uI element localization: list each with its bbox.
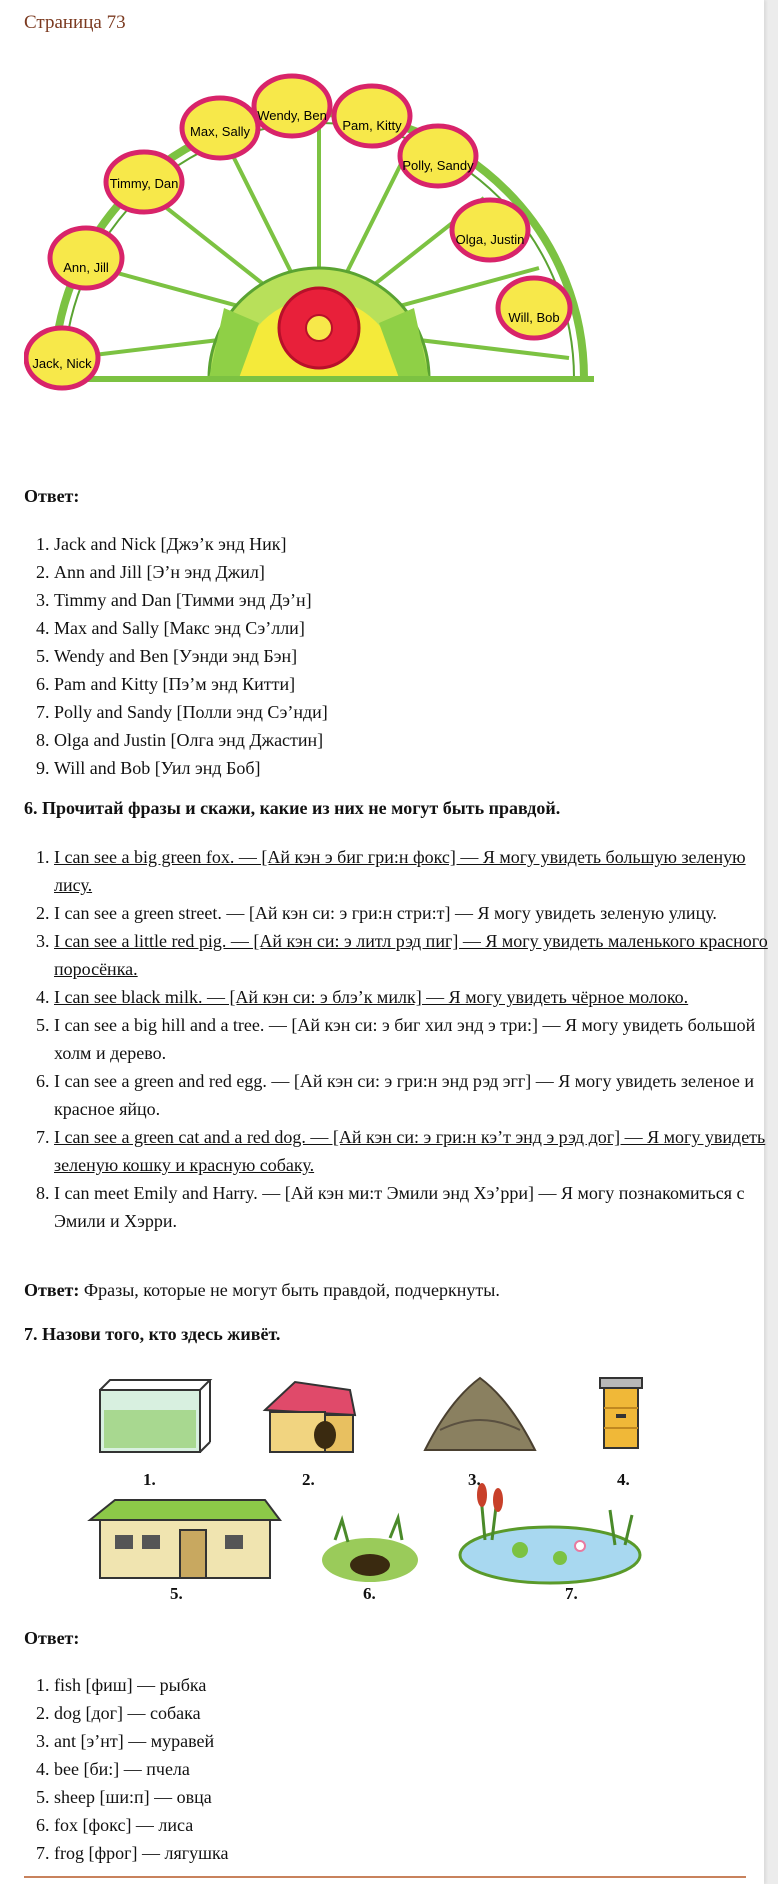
list-item: 6. I can see a green and red egg. — [Ай кэн си: э гри:н энд рэд эгг] — Я могу увидеть зеленое и красное яйцо. [54,1067,774,1123]
answer-animals-list [24,1671,754,1867]
list-item: 2. Ann and Jill [Э’н энд Джил] [54,558,754,586]
kennel-picture [265,1382,355,1452]
svg-text:Polly, Sandy: Polly, Sandy [402,158,474,173]
list-item: 4. Max and Sally [Макс энд Сэ’лли] [54,614,754,642]
list-item: 3. Timmy and Dan [Тимми энд Дэ’н] [54,586,754,614]
cabin-jack-nick [26,328,98,388]
task7-heading: 7. Назови того, кто здесь живёт. [24,1324,281,1344]
answer-names-list [24,530,754,782]
list-item: 1. fish [фиш] — рыбка [54,1671,754,1699]
cabin-olga-justin [452,200,528,260]
list-item: 4. I can see black milk. — [Ай кэн си: э блэ’к милк] — Я могу увидеть чёрное молоко. [54,983,774,1011]
list-item: 2. dog [дог] — собака [54,1699,754,1727]
svg-text:Jack, Nick: Jack, Nick [32,356,92,371]
barn-picture [90,1500,280,1578]
cabin-wendy-ben [254,76,330,136]
list-item: 2. I can see a green street. — [Ай кэн си: э гри:н стри:т] — Я могу увидеть зеленую улицу. [54,899,774,927]
caption-1: 1. [143,1470,156,1489]
list-item: 4. bee [би:] — пчела [54,1755,754,1783]
answer-text: Фразы, которые не могут быть правдой, подчеркнуты. [79,1280,500,1300]
page-label: Страница 73 [24,12,126,33]
answer-heading: Ответ: [24,1628,80,1648]
habitats-illustration [80,1370,690,1600]
cabin-ann-jill [50,228,122,288]
caption-5: 5. [170,1584,183,1603]
anthill-picture [425,1378,535,1450]
list-item: 6. fox [фокс] — лиса [54,1811,754,1839]
cabin-pam-kitty [334,86,410,146]
list-item: 8. Olga and Justin [Олга энд Джастин] [54,726,754,754]
task6-phrases-list [24,843,774,1235]
list-item: 5. Wendy and Ben [Уэнди энд Бэн] [54,642,754,670]
list-item: 3. I can see a little red pig. — [Ай кэн си: э литл рэд пиг] — Я могу увидеть маленького красного поросёнка. [54,927,774,983]
task6-heading: 6. Прочитай фразы и скажи, какие из них не могут быть правдой. [24,798,561,818]
cabin-will-bob [498,278,570,338]
ferris-wheel-illustration [24,58,614,418]
list-item: 1. I can see a big green fox. — [Ай кэн э биг гри:н фокс] — Я могу увидеть большую зеленую лису. [54,843,774,899]
answer-heading: Ответ: [24,486,80,506]
list-item: 9. Will and Bob [Уил энд Боб] [54,754,754,782]
bottom-divider [24,1876,746,1878]
list-item: 5. sheep [ши:п] — овца [54,1783,754,1811]
cabin-polly-sandy [400,126,476,186]
foxhole-picture [322,1518,418,1582]
svg-text:Ann, Jill: Ann, Jill [63,260,109,275]
svg-text:Timmy, Dan: Timmy, Dan [109,176,179,191]
list-item: 7. frog [фрог] — лягушка [54,1839,754,1867]
svg-text:Olga, Justin: Olga, Justin [455,232,525,247]
pond-picture [460,1483,640,1583]
list-item: 7. Polly and Sandy [Полли энд Сэ’нди] [54,698,754,726]
svg-text:Will, Bob: Will, Bob [508,310,560,325]
list-item: 6. Pam and Kitty [Пэ’м энд Китти] [54,670,754,698]
list-item: 7. I can see a green cat and a red dog. — [Ай кэн си: э гри:н кэ’т энд э рэд дог] — Я могу увидеть зеленую кошку и красную собаку. [54,1123,774,1179]
list-item: 1. Jack and Nick [Джэ’к энд Ник] [54,530,754,558]
list-item: 5. I can see a big hill and a tree. — [Ай кэн си: э биг хил энд э три:] — Я могу увидеть большой холм и дерево. [54,1011,774,1067]
caption-6: 6. [363,1584,376,1603]
svg-text:Wendy, Ben: Wendy, Ben [257,108,327,123]
list-item: 8. I can meet Emily and Harry. — [Ай кэн ми:т Эмили энд Хэ’рри] — Я могу познакомиться с Эмили и Хэрри. [54,1179,774,1235]
svg-text:Pam, Kitty: Pam, Kitty [342,118,402,133]
caption-7: 7. [565,1584,578,1603]
cabin-max-sally [182,98,258,158]
svg-text:Max, Sally: Max, Sally [190,124,250,139]
task6-answer [24,1280,500,1301]
caption-2: 2. [302,1470,315,1489]
aquarium-picture [100,1380,210,1452]
caption-4: 4. [617,1470,630,1489]
beehive-picture [600,1378,642,1448]
list-item: 3. ant [э’нт] — муравей [54,1727,754,1755]
answer-label: Ответ: [24,1280,80,1300]
caption-3: 3. [468,1470,481,1489]
cabin-timmy-dan [106,152,182,212]
